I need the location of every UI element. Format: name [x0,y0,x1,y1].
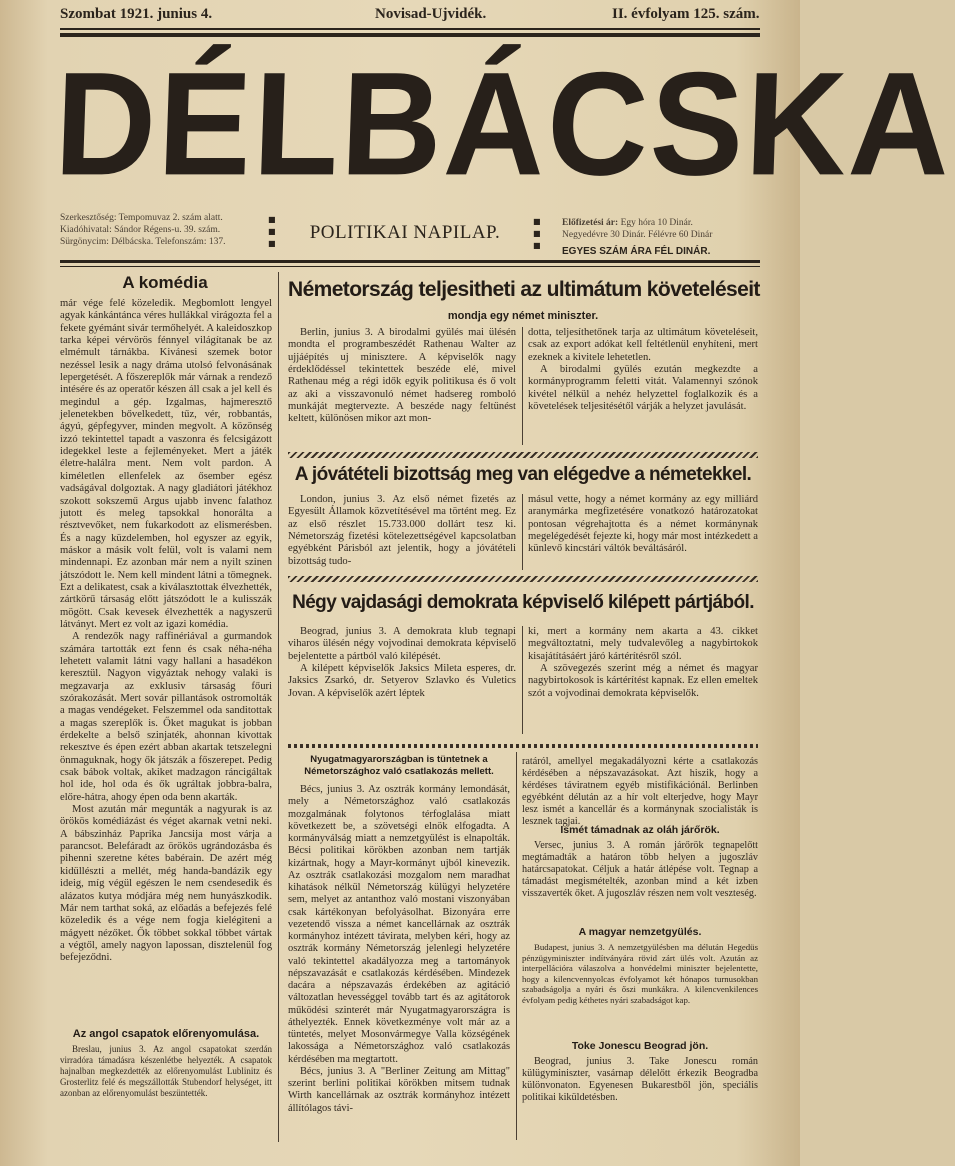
article5-t1 [522,840,758,924]
bullets-left: ■ ■ ■ [268,215,276,248]
column-divider [278,272,279,1142]
paragraph: Berlin, junius 3. A birodalmi gyülés mai ülésén mondta el programbeszédét Rathenau Walter az ujjáépítés uj minisztere. A képviselők nagy érdeklődéssel tekintettek beszéde elé, mivel Rathenau még a régi idők egyik politikusa és ő volt az aki a visszavonuló német hadsereg romboló munkáját megtervezte. A beszéde nagy feltünést keltett, különösen mikor azt mon- [288,327,516,425]
masthead-rule-thin [60,266,760,267]
single-price: EGYES SZÁM ÁRA FÉL DINÁR. [562,246,711,257]
article5-h3: Toke Jonescu Beograd jön. [571,1040,709,1052]
paragraph: Beograd, junius 3. A demokrata klub tegnapi viharos ülésén négy vojvodinai demokrata képviselő bejelentette a pártból való kilépését. [288,626,516,662]
article2-col2 [528,494,758,574]
masthead-subtitle: POLITIKAI NAPILAP. [309,222,501,243]
article5-h1: Ismét támadnak az oláh járőrök. [560,824,720,836]
subscription-line: Egy hóra 10 Dinár. [620,218,693,228]
paragraph: Bécs, junius 3. A "Berliner Zeitung am Mittag" szerint berlini politikai körökben mitsem tudnak Wirth kancellárnak az osztrák kormányhoz intézett állítólagos távi- [288,1065,510,1114]
bullets-right: ■ ■ ■ [533,217,541,250]
paragraph: ki, mert a kormány nem akarta a 43. cikket megváltoztatni, mely tudvalevőleg a nagybirtokok kisajátításáért járó kártérítésről szól. [528,626,758,662]
article4-body [288,784,510,1140]
paragraph: Breslau, junius 3. Az angol csapatokat szerdán virradóra támadásra készenlétbe helyezték. A csapatok hajnalban megkezdették az előrenyomulást Lublinitz és Grosterlitz felé és megszállották Stubendorf helységet, itt azonban az előrenyomulást beszüntették. [60,1044,272,1098]
article3-divider [522,626,523,734]
article1-col2 [528,327,758,449]
paragraph: már vége felé közeledik. Megbomlott lengyel agyak kánkántánca véres hullákkal virágozta fel a fekete gyémánt sivár termőhelyét. A kaleidoszkop tarka képei vérvörös fénnyel világítanak be az elmémult tárnákba. Kivánesi szemek botor nezéssel lesik a nagy dráma utolsó felvonásának lepergetését. A főszereplők már várnak a rendező intésére és az operatőr készen áll csak a jel kell és megindul a gép. Izgalmas, hajmeresztő jelenetekben bővelkedett, tűz, vér, robbantás, ágyú, gépfegyver, minden megvolt. A közönség izzó tekintettel tapadt a vaszonra és felcsigázott idegekkel leste a fejleményeket. Mert a játék életre-halálra ment. Nem volt pardon. A kiméletlen ellenfelek az ősember egész vadságával dolgoztak. A nagy gladiátori játékhoz szokott sokszemű Argus ujabb invenc falathoz jutott és meleg tapsokkal honorálta a résztvevőket, nem fukarkodott az elismerésben. És a nagy küzdelemben, hol egyszer az egyik, máskor a másik volt felül, volt is valami nem mindennapi. Ez azonban már nem a nyilt szinen játszódott le. Nem kell mindent látni a tömegnek. Ezt a delikatest, csak a kiválasztottak élvezhették, zártkörű társaság előtt játszódott le a kulisszák mögött. Csak kevesek élvezhették a nagyszerű látványt. Mert ez volt az igazi komédia. [60,298,272,630]
office-info [60,212,275,248]
paragraph: Bécs, junius 3. Az osztrák kormány lemondását, mely a Németországhoz való csatlakozás mozgalmának folytonos térfoglalása miatt következett be, a szövetségi elnök elfogadta. A kormányválság miatt a nemzetgyülést is elnapolták. Bécsi politikai körökben azonban nem tartják kizártnak, hogy a Mayr-kormányt ujból kinevezik. Az osztrák csatlakozási mozgalom nem maradhat kihatások nélkül Németország külügyi helyzetére sem, melyet az antanthoz való mostani viszonyában csak kártékonyan befolyásolhat. Bizonyára erre vezetendő vissza a német kancellárnak az osztrák kormányhoz intézett távirata, melyben kéri, hogy az osztrák kormány Németország jelenlegi helyzetére való tekintettel akadályozza meg a tartományok népszavazását e csatlakozás kérdésében. Mindezek dacára a népszavazás érdekében az agitáció változatlan hevességgel tovább tart és az agitátorok működési szinterét már Nyugatmagyarországra is áthelyezték. Ennek következménye volt már az a tüntetés, melyet Mosonvármegye Valla községének lakossága a Németországhoz való csatlakozás kérdésében ma megtartott. [288,784,510,1065]
article3-headline: Négy vajdasági demokrata képviselő kilépett pártjából. [292,592,754,613]
separator [288,576,758,582]
issue-place: Novisad-Ujvidék. [375,6,487,22]
masthead-rule [60,260,760,263]
paragraph: A rendezők nagy raffinériával a gurmandok számára tartották ezt fenn és csak néha-néha lehetett valamit látni vagy hallani a hasadékon keresztül. Nagyon vigyáztak nehogy valaki is megzavarja az exklusiv társaság főuri szórakozását. Mert sovár pillantások ostromolták a magas vendégeket. Felszemmel oda sanditottak a magas szereplők is. Őket magukat is jobban érdekelte a belső szinjaték, ahonnan kivottak rekesztve és épen ezért abban akartak tetszelegni önmaguknak, hogy ők játszák a főszerepet. Pedig csak bábok voltak, akiket madzagon ráncigáltak hol ide, hol oda és ők ugráltak jobbra-balra, előre-hátra, ahogy épen oda benn akarták. [60,631,272,803]
paragraph: A birodalmi gyülés ezután megkezdte a kormányprogramm feletti vitát. Valamennyi szónok kivétel nélkül a nehéz helyzettel foglalkozik és a követelések teljesitésétől várják a helyzet javulását. [528,364,758,413]
masthead-title: DÉLBÁCSKA [52,41,955,206]
article1-col1 [288,327,516,449]
office-line: Szerkesztőség: Tempomuvaz 2. szám alatt. [60,213,223,223]
left-article-body [60,298,272,1022]
paragraph: A kilépett képviselők Jaksics Mileta esperes, dr. Jaksics Zsarkó, dr. Setyerov Szlavko és Vuletics Jovan. A képviselők azért léptek [288,663,516,699]
paragraph: Beograd, junius 3. Take Jonescu román külügyminiszter, vasárnap délelőtt érkezik Beogradba különvonaton. Egyenesen Bukarestből jön, speciális politikai kiküldetésben. [522,1056,758,1103]
paragraph: másul vette, hogy a német kormány az egy milliárd aranymárka megfizetésére vonatkozó határozatokat pontosan végrehajtotta és a német kormánynak megelégedését fejezte ki, hogy már most intézkedett a künlevő kincstári váltók beváltásáról. [528,494,758,555]
left-article-headline: A komédia [122,273,208,292]
subscription-label: Előfizetési ár: [562,218,619,228]
article4-headline: Nyugatmagyarországban is tüntetnek a Németországhoz való csatlakozás mellett. [304,754,494,777]
article4-divider [516,752,517,1140]
issue-number: II. évfolyam 125. szám. [612,6,760,22]
article2-divider [522,494,523,570]
left-sub-headline: Az angol csapatok előrenyomulása. [72,1028,260,1040]
office-line: Kiadóhivatal: Sándor Régens-u. 39. szám. [60,225,221,235]
article2-headline: A jóvátételi bizottság meg van elégedve a németekkel. [294,464,752,485]
article5-intro [522,756,758,827]
separator [288,744,758,748]
article1-headline: Németország teljesitheti az ultimátum követeléseit [288,278,760,301]
article3-col2 [528,626,758,738]
paragraph: Budapest, junius 3. A nemzetgyülésben ma délután Hegedüs pénzügyminiszter indítványára rövid zárt ülés volt. Azután az interpellációra válaszolva a honvédelmi miniszter bejelentette, hogy a kilencvennyolcas évfolyamot két hónapos turnusokban szabadságolja a nyári és őszi munkákra. A kilencvenkilences évfolyam pedig kéthetes nyári szabadságot kap. [522,942,758,1005]
paragraph: A szövegezés szerint még a német és magyar nagybirtokosok is kártérítést kapnak. Ez ellen emeltek szót a vojvodinai demokrata képviselők. [528,663,758,699]
dateline [60,6,770,28]
paragraph: Versec, junius 3. A román járőrök tegnapelőtt megtámadták a határon több helyen a jugoszláv határcsapatokat. Céljuk a határ átlépése volt. Tegnap a támadást megismételték, azonban mind a két izben visszaverték őket. A jugoszláv részen nem volt veszteség. [522,840,758,899]
left-sub-body [60,1044,272,1134]
issue-date: Szombat 1921. junius 4. [60,6,213,22]
article5-t2 [522,942,758,1036]
article1-divider [522,327,523,445]
subscription-line: Negyedévre 30 Dinár. Félévre 60 Dinár [562,230,713,240]
article2-col1 [288,494,516,574]
subscription-info [562,217,762,241]
top-rule-thick [60,33,760,37]
article3-col1 [288,626,516,738]
paragraph: dotta, teljesíthetőnek tarja az ultimátum követeléseit, csak az export adókat kell feltétlenül enyhíteni, mert ezeknek a kivitele lehetetlen. [528,327,758,363]
article5-h2: A magyar nemzetgyülés. [578,926,702,938]
top-rule [60,28,760,30]
paragraph: London, junius 3. Az első német fizetés az Egyesült Államok közvetítésével ma történt meg. Ez az első részlet 15.733.000 dollárt tesz ki. Németország fizetési kötelezettségével kapcsolatban egyébként Párisból azt jelentik, hogy a jóvátételi bizottság tudo- [288,494,516,567]
office-line: Sürgönycim: Délbácska. Telefonszám: 137. [60,237,226,247]
paragraph: Most azután már megunták a nagyurak is az örökös komédiázást és véget akarnak vetni neki. A bábszinház Paprika Jancsija most várja a parancsot. Belefáradt az örökös ugrándozásba és pihenni szeretne kétes babérain. De azért még kidüllészti a mellét, még handa-bandázik egy ideig, míg végül egészen le nem csendesedik és alázatos kutya módjára még nem hunyászkodik. Már nem tarthat soká, az előadás a befejezés felé közeledik és a vége nem fogja kielégiteni a mágyett nézőket. Ők többet sokkal többet vártak a végtől, amely nagyon lapossan, disztelenül fog befejeződni. [60,804,272,964]
article5-t3 [522,1056,758,1140]
paragraph: ratáról, amellyel megakadályozni kérte a csatlakozás kérdésében a népszavazásokat. Azt hiszik, hogy a kérdéses táviratnem egyéb mistifikációnál. Berlinben egyébként délután az a hír volt elterjedve, hogy Mayr lesz ismét a kancellár és a kormánynak szocialisták is lesznek tagjai. [522,756,758,827]
separator [288,452,758,458]
article1-subhead: mondja egy német miniszter. [447,310,599,322]
